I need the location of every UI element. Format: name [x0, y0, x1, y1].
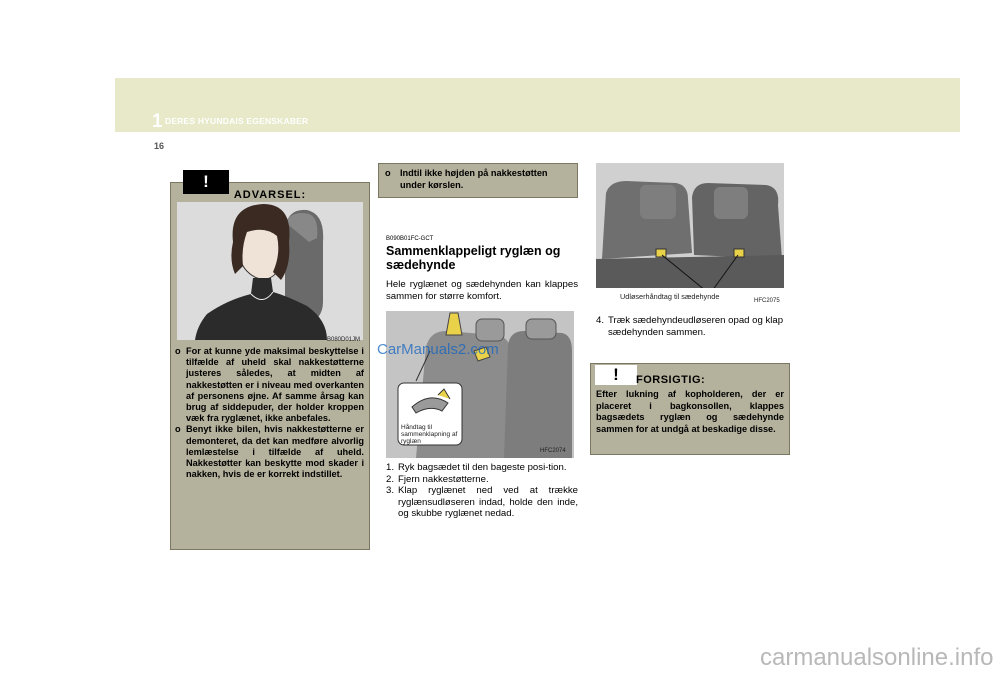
warning-item: o For at kunne yde maksimal beskyttelse i tilfælde af uheld skal nakkestøtterne justeres således, at midten af nakkestøtten er i niveau med overkanten af personens øjne. Af samme årsag kan brug af siddepuder, der holder kroppen væk fra ryglænet, ikke anbefales.: [174, 346, 364, 424]
tip-box: [378, 163, 578, 198]
caution-icon: !: [595, 365, 637, 385]
warning-title: ADVARSEL:: [233, 189, 307, 201]
caution-text: Efter lukning af kopholderen, der er placeret i bagkonsollen, klappes bagsædets ryglæn og sædehynde sammen for at undgå at beskadige disse.: [596, 389, 784, 434]
warning-item: o Benyt ikke bilen, hvis nakkestøtterne er demonteret, da det kan medføre alvorlig lemlæstelse i tilfælde af uheld. Nakkestøtter kan beskytte mod skader i nakken, hvis de er korrekt indstillet.: [174, 424, 364, 480]
warning-image-code: B080D01JM: [327, 337, 361, 343]
section-code: B090B01FC-GCT: [386, 236, 434, 242]
steps-list: [386, 462, 578, 520]
step-item: 1. Ryk bagsædet til den bageste posi-tion.: [386, 462, 567, 473]
figure-label-lever: Håndtag til sammenklapning af ryglæn: [401, 424, 458, 445]
tip-bullet: o: [385, 168, 391, 178]
step-item: 2. Fjern nakkestøtterne.: [386, 473, 489, 485]
tip-text: Indtil ikke højden på nakkestøtten under kørslen.: [400, 168, 548, 190]
figure-code-2: HFC2075: [754, 298, 780, 304]
caution-title: FORSIGTIG:: [636, 374, 706, 386]
warning-list: [174, 346, 364, 480]
footer-watermark: carmanualsonline.info: [760, 644, 993, 671]
warning-icon: !: [183, 170, 229, 194]
chapter-number: 1: [152, 111, 163, 132]
chapter-title: DERES HYUNDAIS EGENSKABER: [165, 116, 309, 126]
headrest-woman-illustration: [177, 202, 363, 340]
section-body: Hele ryglænet og sædehynden kan klappes sammen for større komfort.: [386, 279, 578, 302]
step-4: 4. Træk sædehyndeudløseren opad og klap sædehynden sammen.: [596, 315, 784, 338]
watermark-overlay: CarManuals2.com: [377, 341, 499, 358]
page-number: 16: [154, 141, 165, 151]
seat-cushion-release-illustration: [596, 163, 784, 308]
section-title: Sammenklappeligt ryglæn og sædehynde: [386, 244, 561, 272]
step-item: 3. Klap ryglænet ned ved at trække ryglænsudløseren indad, holde den inde, og skubbe ryglænet nedad.: [386, 485, 578, 519]
figure-code-1: HFC2074: [540, 448, 566, 454]
figure-label-release: Udløserhåndtag til sædehynde: [620, 292, 720, 301]
